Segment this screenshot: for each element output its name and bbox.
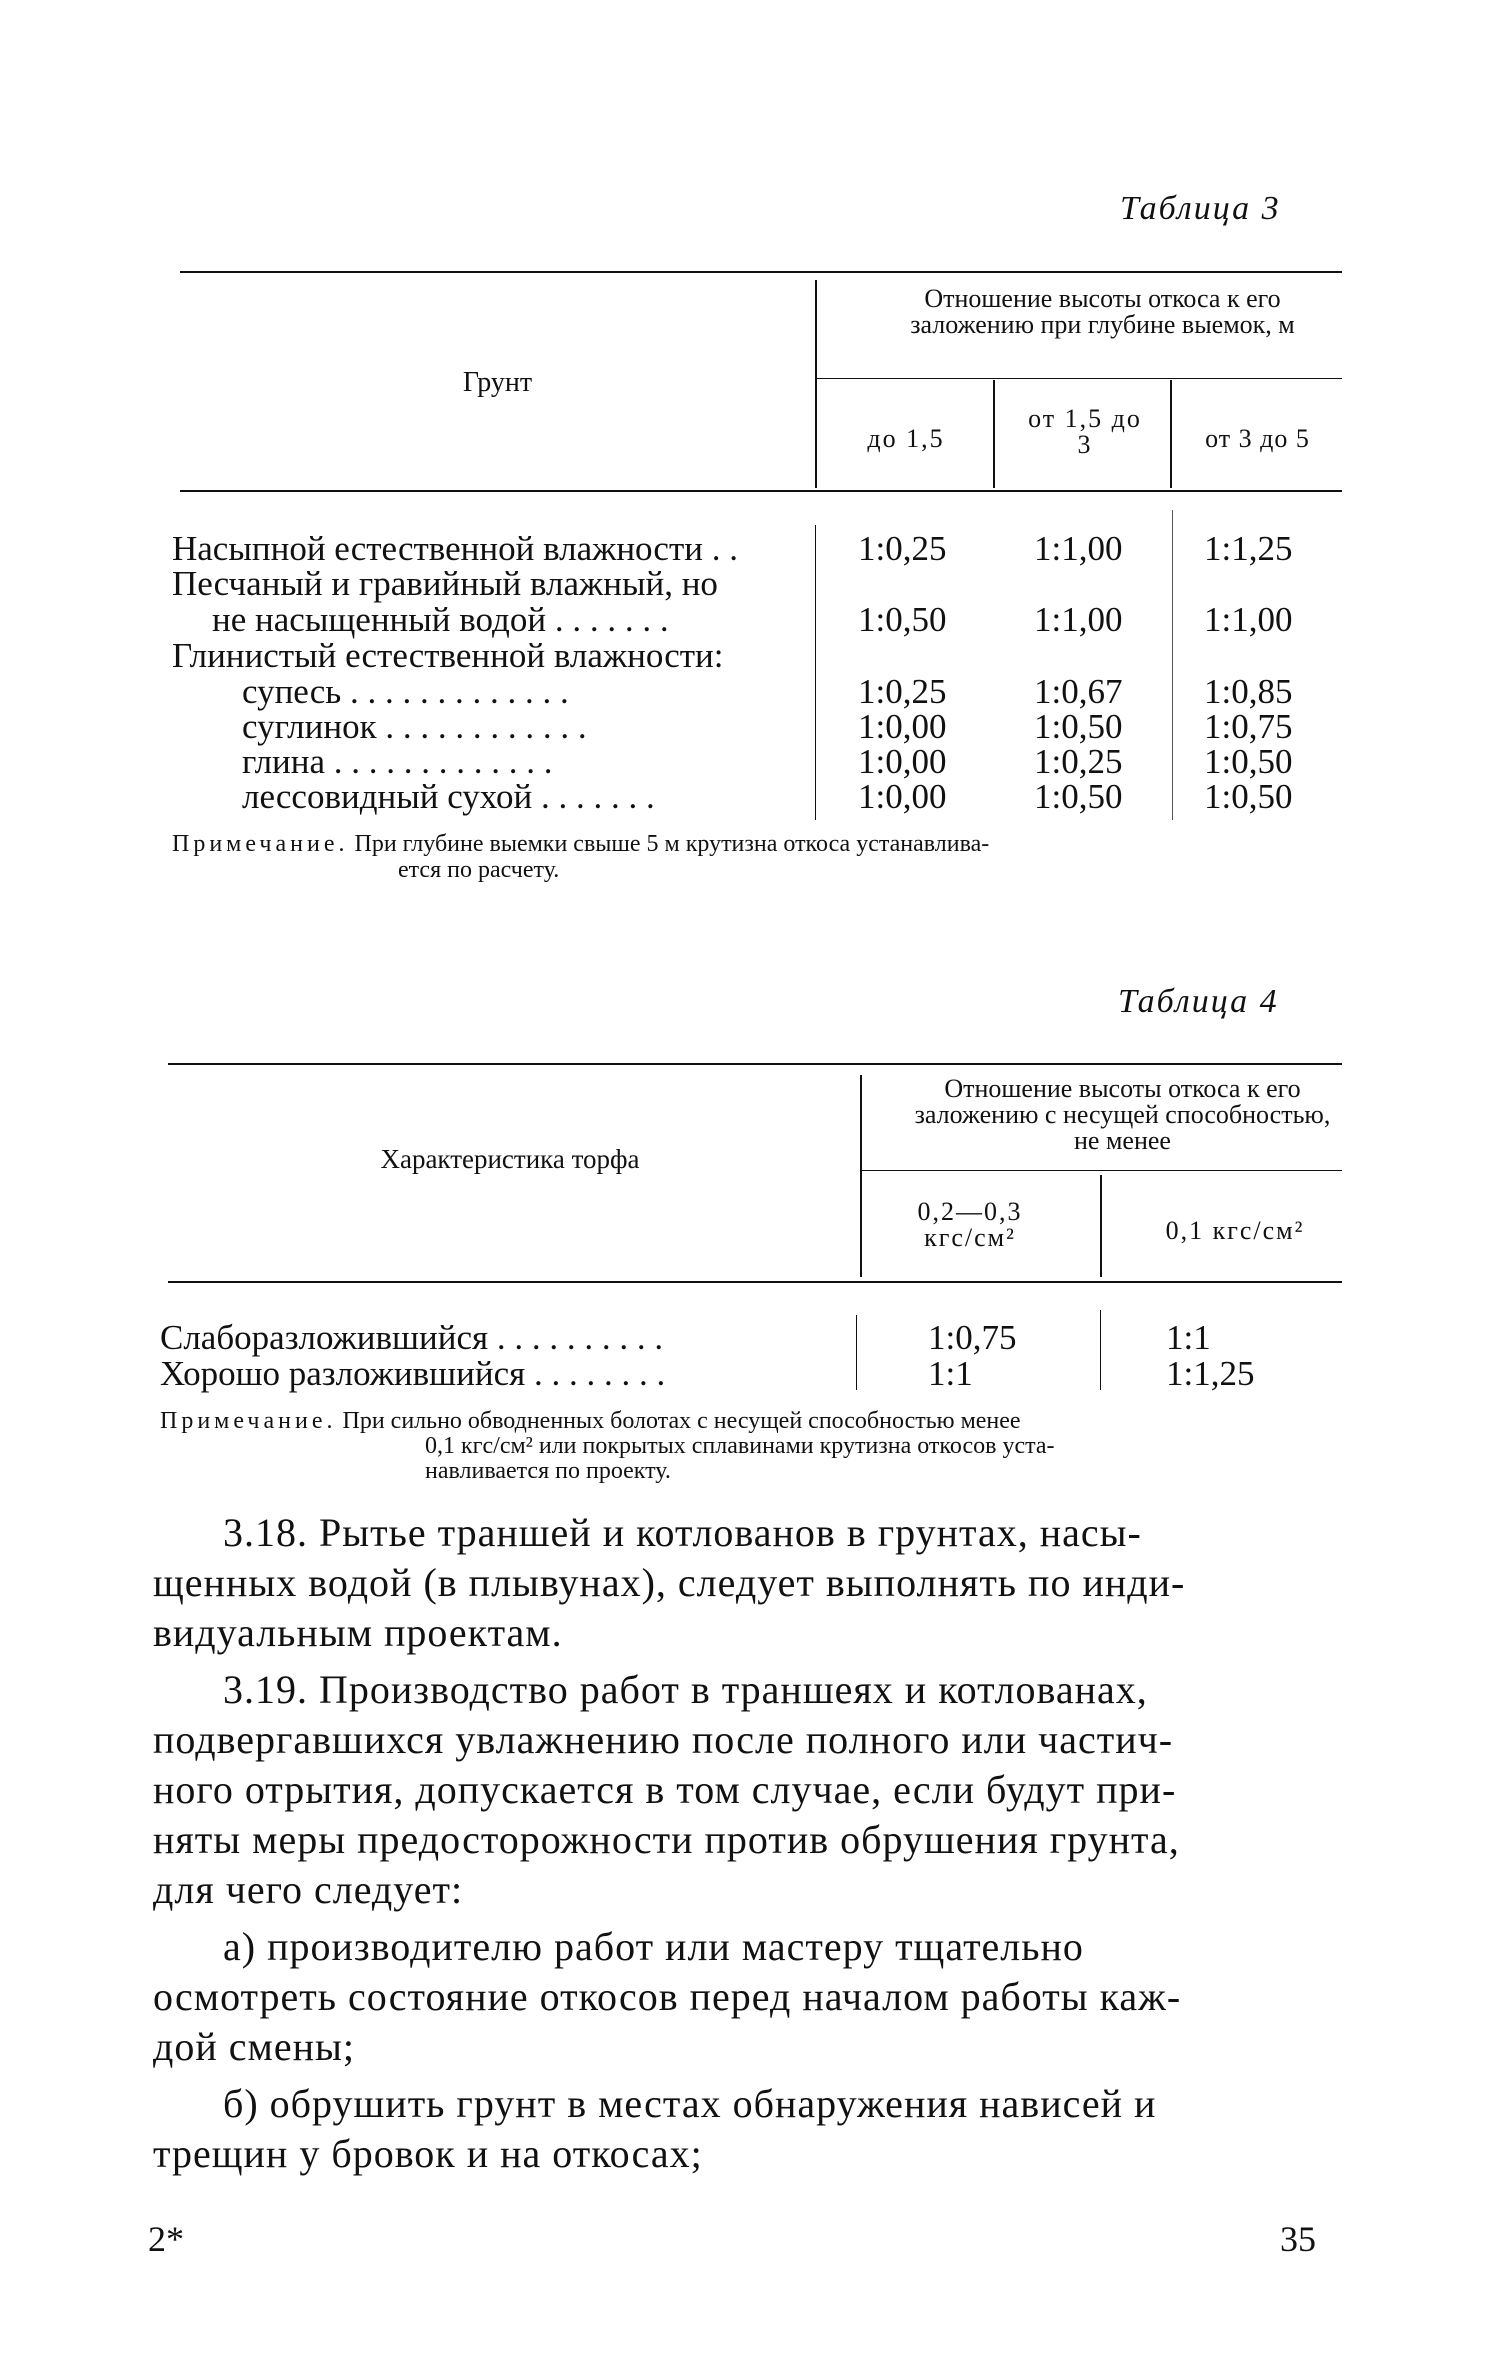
paragraph-line: 3.18. Рытье траншей и котлованов в грунтах, насы- bbox=[223, 1510, 1142, 1555]
table4-header-char: Характеристика торфа bbox=[380, 1144, 640, 1174]
table4-cell: 1:1,25 bbox=[1166, 1354, 1255, 1393]
table4-header-col2: 0,1 кгс/см² bbox=[1165, 1216, 1305, 1245]
table3-row-name: суглинок . . . . . . . . . . . . bbox=[242, 707, 587, 746]
table3-row-name: супесь . . . . . . . . . . . . . bbox=[242, 672, 569, 711]
signature-mark: 2* bbox=[148, 2219, 184, 2259]
table3-row-name: Насыпной естественной влажности . . bbox=[172, 529, 738, 568]
table3-cell: 1:0,67 bbox=[1034, 672, 1123, 711]
table3-cell: 1:1,00 bbox=[1034, 600, 1123, 639]
table3-cell: 1:1,25 bbox=[1204, 529, 1293, 568]
table4-cell: 1:0,75 bbox=[928, 1318, 1017, 1357]
table4-note-text: При сильно обводненных болотах с несущей способностью менее bbox=[342, 1408, 1021, 1434]
table3-top-rule bbox=[180, 271, 1342, 273]
table3-row-name: лессовидный сухой . . . . . . . bbox=[242, 777, 655, 816]
table4-top-rule bbox=[168, 1063, 1342, 1065]
table3-cell: 1:1,00 bbox=[1034, 529, 1123, 568]
table4-cell: 1:1 bbox=[1166, 1318, 1211, 1357]
paragraph-line: осмотреть состояние откосов перед началом работы каж- bbox=[153, 1974, 1182, 2019]
table3-vline-2 bbox=[993, 380, 995, 488]
paragraph-line: дой смены; bbox=[153, 2024, 355, 2069]
table3-cell: 1:0,25 bbox=[858, 672, 947, 711]
paragraph-line: щенных водой (в плывунах), следует выполнять по инди- bbox=[153, 1560, 1186, 1605]
table3-header-rule bbox=[180, 490, 1342, 492]
table3-header-soil: Грунт bbox=[462, 367, 533, 398]
table3-body-vline-1 bbox=[815, 525, 816, 820]
table3-cell: 1:1,00 bbox=[1204, 600, 1293, 639]
table3-cell: 1:0,25 bbox=[1034, 742, 1123, 781]
table4-vline-1 bbox=[860, 1075, 862, 1277]
table3-note-label: Примечание. bbox=[172, 831, 349, 857]
table4-caption: Таблица 4 bbox=[1118, 983, 1279, 1020]
table3-cell: 1:0,50 bbox=[1034, 707, 1123, 746]
table4-body-vline-2 bbox=[1100, 1310, 1101, 1390]
table3-row-name: глина . . . . . . . . . . . . . bbox=[242, 742, 553, 781]
table4-header-ratio: Отношение высоты откоса к его заложению с несущей способностью, не менее bbox=[914, 1074, 1331, 1155]
table3-cell: 1:0,50 bbox=[858, 600, 947, 639]
table4-cell: 1:1 bbox=[928, 1354, 973, 1393]
paragraph-line: б) обрушить грунт в местах обнаружения нависей и bbox=[223, 2081, 1157, 2126]
table3-cell: 1:0,85 bbox=[1204, 672, 1293, 711]
table3-row-name: Глинистый естественной влажности: bbox=[172, 636, 724, 675]
paragraph-line: няты меры предосторожности против обрушения грунта, bbox=[153, 1817, 1180, 1862]
table3-cell: 1:0,75 bbox=[1204, 707, 1293, 746]
table4-note-cont: 0,1 кгс/см² или покрытых сплавинами крутизна откосов уста- bbox=[425, 1433, 1055, 1459]
table3-cell: 1:0,00 bbox=[858, 777, 947, 816]
table4-header-rule bbox=[168, 1281, 1342, 1283]
table3-header-col1: до 1,5 bbox=[867, 424, 945, 453]
table3-header-col2: от 1,5 до 3 bbox=[1028, 404, 1142, 459]
table3-caption: Таблица 3 bbox=[1120, 190, 1281, 227]
paragraph-line: подвергавшихся увлажнению после полного или частич- bbox=[153, 1717, 1174, 1762]
table3-cell: 1:0,50 bbox=[1034, 777, 1123, 816]
paragraph-line: ного отрытия, допускается в том случае, если будут при- bbox=[153, 1767, 1177, 1812]
table3-vline-3 bbox=[1170, 380, 1172, 488]
paragraph-line: видуальным проектам. bbox=[153, 1610, 563, 1655]
table3-subheader-rule bbox=[817, 378, 1342, 379]
table3-cell: 1:0,00 bbox=[858, 742, 947, 781]
paragraph-line: 3.19. Производство работ в траншеях и котлованах, bbox=[223, 1667, 1148, 1712]
table3-note-text: При глубине выемки свыше 5 м крутизна откоса устанавлива- bbox=[354, 831, 990, 857]
table3-row-name: Песчаный и гравийный влажный, но bbox=[172, 564, 718, 603]
table3-header-ratio: Отношение высоты откоса к его заложению при глубине выемок, м bbox=[910, 284, 1295, 339]
table3-note bbox=[172, 832, 1342, 857]
table4-row-name: Слаборазложившийся . . . . . . . . . . bbox=[160, 1318, 664, 1357]
table4-note bbox=[160, 1409, 1345, 1434]
table4-vline-2 bbox=[1100, 1175, 1102, 1277]
table4-subheader-rule bbox=[862, 1170, 1342, 1171]
paragraph-line: для чего следует: bbox=[153, 1867, 464, 1912]
page-number: 35 bbox=[1280, 2219, 1316, 2259]
table3-cell: 1:0,25 bbox=[858, 529, 947, 568]
table3-cell: 1:0,00 bbox=[858, 707, 947, 746]
table4-row-name: Хорошо разложившийся . . . . . . . . bbox=[160, 1354, 666, 1393]
table3-row-name: не насыщенный водой . . . . . . . bbox=[212, 600, 669, 639]
table3-cell: 1:0,50 bbox=[1204, 777, 1293, 816]
table4-header-col1: 0,2—0,3 кгс/см² bbox=[917, 1197, 1023, 1252]
table3-header-col3: от 3 до 5 bbox=[1205, 424, 1310, 453]
table4-body-vline-1 bbox=[856, 1315, 857, 1390]
table4-note-label: Примечание. bbox=[160, 1408, 337, 1434]
paragraph-line: трещин у бровок и на откосах; bbox=[153, 2131, 703, 2176]
table3-body-vline-3 bbox=[1172, 510, 1173, 820]
table3-note-cont: ется по расчету. bbox=[398, 857, 560, 883]
table4-note-cont: навливается по проекту. bbox=[425, 1458, 671, 1484]
table3-vline-1 bbox=[815, 280, 817, 488]
paragraph-line: а) производителю работ или мастеру тщательно bbox=[223, 1924, 1084, 1969]
table3-cell: 1:0,50 bbox=[1204, 742, 1293, 781]
